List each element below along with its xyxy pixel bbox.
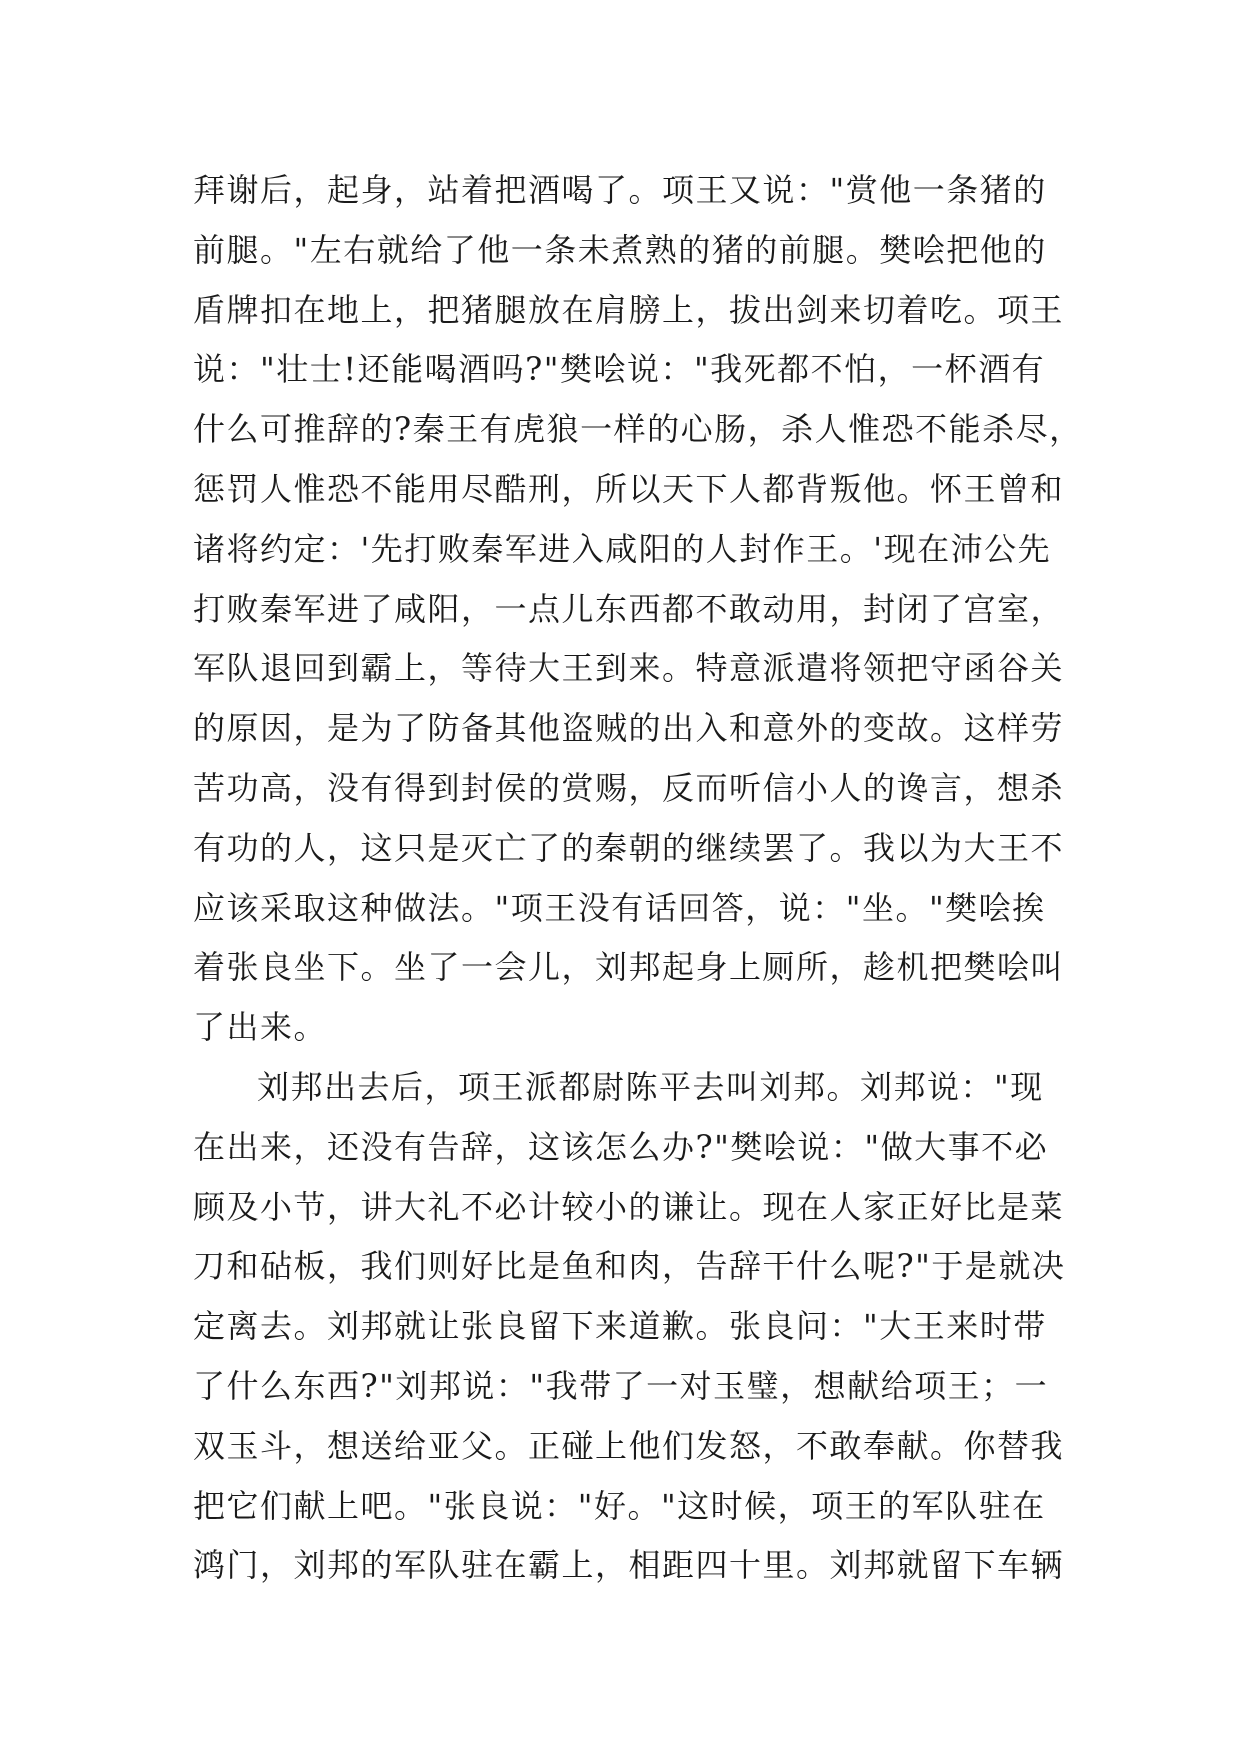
text-line: 应该采取这种做法。"项王没有话回答，说："坐。"樊哙挨 bbox=[193, 888, 1046, 927]
text-line: 刀和砧板，我们则好比是鱼和肉，告辞干什么呢?"于是就决 bbox=[193, 1247, 1066, 1286]
text-line: 盾牌扣在地上，把猪腿放在肩膀上，拔出剑来切着吃。项王 bbox=[193, 290, 1065, 329]
text-line: 什么可推辞的?秦王有虎狼一样的心肠，杀人惟恐不能杀尽， bbox=[193, 410, 1083, 449]
text-line: 双玉斗，想送给亚父。正碰上他们发怒，不敢奉献。你替我 bbox=[193, 1426, 1065, 1465]
text-line: 的原因，是为了防备其他盗贼的出入和意外的变故。这样劳 bbox=[193, 709, 1065, 748]
text-line: 把它们献上吧。"张良说："好。"这时候，项王的军队驻在 bbox=[193, 1486, 1046, 1525]
text-line: 有功的人，这只是灭亡了的秦朝的继续罢了。我以为大王不 bbox=[193, 828, 1065, 867]
text-line: 打败秦军进了咸阳，一点儿东西都不敢动用，封闭了宫室， bbox=[193, 589, 1065, 628]
text-line: 着张良坐下。坐了一会儿，刘邦起身上厕所，趁机把樊哙叫 bbox=[193, 948, 1065, 987]
text-line: 前腿。"左右就给了他一条未煮熟的猪的前腿。樊哙把他的 bbox=[193, 230, 1047, 269]
text-line: 惩罚人惟恐不能用尽酷刑，所以天下人都背叛他。怀王曾和 bbox=[193, 469, 1065, 508]
text-line: 苦功高，没有得到封侯的赏赐，反而听信小人的谗言，想杀 bbox=[193, 768, 1065, 807]
text-line: 鸿门，刘邦的军队驻在霸上，相距四十里。刘邦就留下车辆 bbox=[193, 1546, 1065, 1585]
text-line: 拜谢后，起身，站着把酒喝了。项王又说："赏他一条猪的 bbox=[193, 171, 1047, 209]
paragraph-1 bbox=[193, 161, 1083, 1058]
text-line: 在出来，还没有告辞，这该怎么办?"樊哙说："做大事不必 bbox=[193, 1127, 1049, 1166]
text-line: 刘邦出去后，项王派都尉陈平去叫刘邦。刘邦说："现 bbox=[257, 1067, 1044, 1106]
text-line: 说："壮士!还能喝酒吗?"樊哙说："我死都不怕，一杯酒有 bbox=[193, 350, 1046, 389]
text-line: 顾及小节，讲大礼不必计较小的谦让。现在人家正好比是菜 bbox=[193, 1187, 1065, 1226]
text-line: 了出来。 bbox=[193, 1008, 328, 1047]
text-line: 诸将约定：'先打败秦军进入咸阳的人封作王。'现在沛公先 bbox=[193, 529, 1052, 568]
text-line: 军队退回到霸上，等待大王到来。特意派遣将领把守函谷关 bbox=[193, 649, 1065, 688]
text-line: 定离去。刘邦就让张良留下来道歉。张良问："大王来时带 bbox=[193, 1307, 1047, 1346]
text-line: 了什么东西?"刘邦说："我带了一对玉璧，想献给项王；一 bbox=[193, 1366, 1049, 1405]
paragraph-2 bbox=[193, 1058, 1066, 1596]
body-text bbox=[193, 161, 1083, 1596]
